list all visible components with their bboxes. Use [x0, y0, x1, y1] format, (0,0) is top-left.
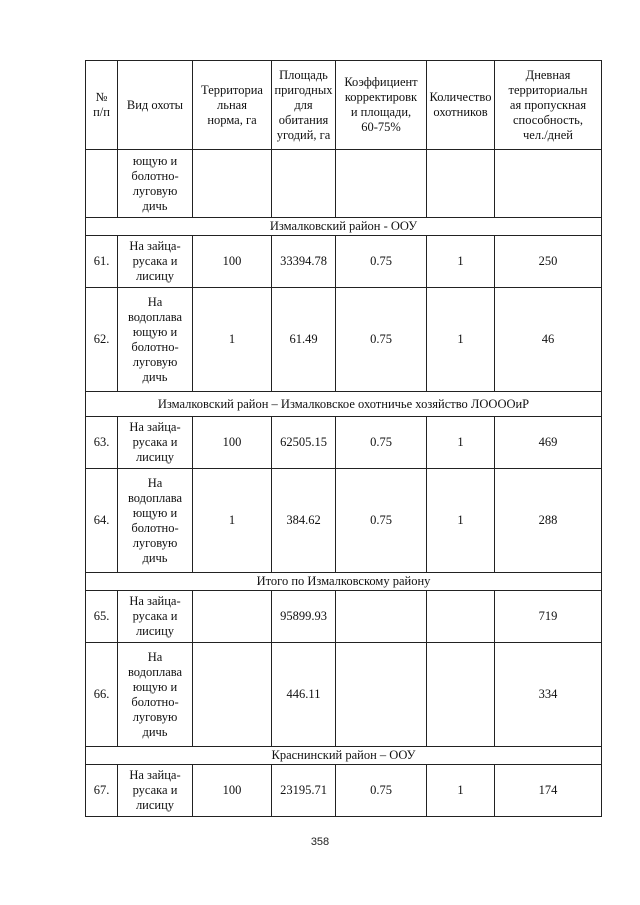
- coefficient-cell: 0.75: [336, 765, 427, 817]
- hunt-type-cell: На водоплава ющую и болотно- луговую дичь: [118, 643, 193, 747]
- coefficient-cell: 0.75: [336, 288, 427, 392]
- section-header-row: [86, 573, 602, 591]
- section-title: Измалковский район – Измалковское охотничье хозяйство ЛОООOиР: [86, 392, 602, 417]
- area-cell: 33394.78: [272, 236, 336, 288]
- norm-cell: 100: [193, 236, 272, 288]
- hunt-type-cell: На водоплава ющую и болотно- луговую дичь: [118, 288, 193, 392]
- hunt-type-cell: На водоплава ющую и болотно- луговую дичь: [118, 469, 193, 573]
- hunt-type-cell: На зайца- русака и лисицу: [118, 591, 193, 643]
- header-number: № п/п: [86, 61, 118, 150]
- capacity-cell: 334: [495, 643, 602, 747]
- area-cell: 95899.93: [272, 591, 336, 643]
- hunters-cell: 1: [427, 417, 495, 469]
- capacity-cell: 288: [495, 469, 602, 573]
- section-title: Итого по Измалковскому району: [86, 573, 602, 591]
- table-row: [86, 236, 602, 288]
- table-row-continuation: [86, 150, 602, 218]
- hunt-type-cell: На зайца- русака и лисицу: [118, 236, 193, 288]
- hunt-type-cell: ющую и болотно- луговую дичь: [118, 150, 193, 218]
- header-suitable-area: Площадь пригодных для обитания угодий, га: [272, 61, 336, 150]
- table-row: [86, 591, 602, 643]
- hunters-cell: 1: [427, 765, 495, 817]
- hunters-cell: [427, 643, 495, 747]
- hunters-cell: 1: [427, 288, 495, 392]
- hunters-cell: 1: [427, 236, 495, 288]
- row-number: 63.: [86, 417, 118, 469]
- norm-cell: 100: [193, 417, 272, 469]
- table-header-row: [86, 61, 602, 150]
- norm-cell: [193, 591, 272, 643]
- coefficient-cell: [336, 643, 427, 747]
- section-header-row: [86, 218, 602, 236]
- coefficient-cell: 0.75: [336, 469, 427, 573]
- capacity-cell: 719: [495, 591, 602, 643]
- row-number: 61.: [86, 236, 118, 288]
- header-daily-capacity: Дневная территориальн ая пропускная способность, чел./дней: [495, 61, 602, 150]
- header-territorial-norm: Территориа льная норма, га: [193, 61, 272, 150]
- norm-cell: 100: [193, 765, 272, 817]
- area-cell: 384.62: [272, 469, 336, 573]
- header-correction-coefficient: Коэффициент корректировк и площади, 60-75%: [336, 61, 427, 150]
- area-cell: 61.49: [272, 288, 336, 392]
- hunting-capacity-table: [85, 60, 602, 817]
- header-hunters-count: Количество охотников: [427, 61, 495, 150]
- table-row: [86, 469, 602, 573]
- capacity-cell: 250: [495, 236, 602, 288]
- table-row: [86, 288, 602, 392]
- hunters-cell: 1: [427, 469, 495, 573]
- hunt-type-cell: На зайца- русака и лисицу: [118, 765, 193, 817]
- area-cell: 62505.15: [272, 417, 336, 469]
- section-title: Краснинский район – ООУ: [86, 747, 602, 765]
- coefficient-cell: 0.75: [336, 417, 427, 469]
- capacity-cell: 174: [495, 765, 602, 817]
- table-row: [86, 643, 602, 747]
- section-header-row: [86, 392, 602, 417]
- table-row: [86, 765, 602, 817]
- norm-cell: 1: [193, 288, 272, 392]
- hunters-cell: [427, 591, 495, 643]
- area-cell: 23195.71: [272, 765, 336, 817]
- table-row: [86, 417, 602, 469]
- row-number: 65.: [86, 591, 118, 643]
- row-number: 66.: [86, 643, 118, 747]
- header-hunt-type: Вид охоты: [118, 61, 193, 150]
- page-number: 358: [310, 836, 330, 848]
- section-header-row: [86, 747, 602, 765]
- coefficient-cell: 0.75: [336, 236, 427, 288]
- area-cell: 446.11: [272, 643, 336, 747]
- norm-cell: 1: [193, 469, 272, 573]
- capacity-cell: 469: [495, 417, 602, 469]
- row-number: 64.: [86, 469, 118, 573]
- capacity-cell: 46: [495, 288, 602, 392]
- hunt-type-cell: На зайца- русака и лисицу: [118, 417, 193, 469]
- row-number: 67.: [86, 765, 118, 817]
- coefficient-cell: [336, 591, 427, 643]
- section-title: Измалковский район - ООУ: [86, 218, 602, 236]
- row-number: 62.: [86, 288, 118, 392]
- norm-cell: [193, 643, 272, 747]
